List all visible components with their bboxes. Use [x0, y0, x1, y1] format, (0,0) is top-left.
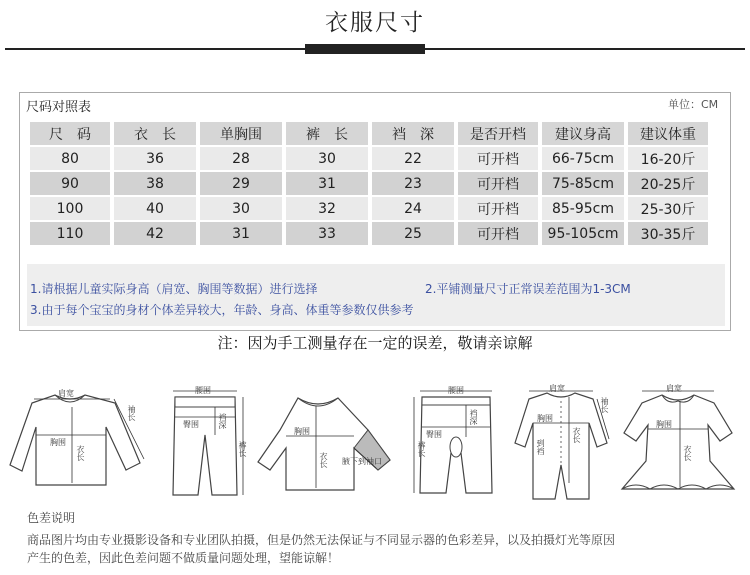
- page-title: 衣服尺寸: [325, 10, 425, 36]
- column-header: 裤 长: [286, 122, 368, 145]
- table-cell: 36: [114, 147, 196, 170]
- length-label: 裤长: [417, 441, 426, 457]
- table-cell: 25-30斤: [628, 197, 708, 220]
- table-cell: 42: [114, 222, 196, 245]
- length-label: 裤长: [238, 441, 247, 457]
- shoulder-label: 肩宽: [666, 384, 682, 393]
- armpit-label: 腋下到袖口: [342, 457, 382, 466]
- note-2: 2.平铺测量尺寸正常误差范围为1-3CM: [425, 282, 631, 296]
- dress-diagram: [622, 385, 742, 495]
- shoulder-label: 肩宽: [58, 389, 74, 398]
- chest-label: 胸围: [294, 427, 310, 436]
- column-header: 单胸围: [200, 122, 282, 145]
- table-cell: 22: [372, 147, 454, 170]
- note-1: 1.请根据儿童实际身高（肩宽、胸围等数据）进行选择: [30, 282, 318, 296]
- table-cell: 16-20斤: [628, 147, 708, 170]
- table-cell: 38: [114, 172, 196, 195]
- column-header: 建议体重: [628, 122, 708, 145]
- table-row: [30, 222, 708, 245]
- table-cell: 可开档: [458, 147, 538, 170]
- dress-outline-icon: [622, 385, 742, 495]
- table-row: [30, 147, 708, 170]
- table-cell: 100: [30, 197, 110, 220]
- column-header: 建议身高: [542, 122, 624, 145]
- table-cell: 30-35斤: [628, 222, 708, 245]
- measurement-disclaimer: 注：因为手工测量存在一定的误差，敬请亲谅解: [217, 334, 533, 352]
- table-cell: 20-25斤: [628, 172, 708, 195]
- table-cell: 85-95cm: [542, 197, 624, 220]
- table-cell: 可开档: [458, 197, 538, 220]
- table-cell: 可开档: [458, 172, 538, 195]
- note-3: 3.由于每个宝宝的身材个体差异较大，年龄、身高、体重等参数仅供参考: [30, 303, 414, 317]
- length-label: 衣长: [76, 445, 85, 461]
- table-cell: 可开档: [458, 222, 538, 245]
- size-table: [26, 120, 712, 247]
- color-note-title: 色差说明: [27, 511, 76, 525]
- length-label: 衣长: [319, 452, 328, 468]
- crotch-label: 到裆: [536, 439, 545, 455]
- table-cell: 31: [200, 222, 282, 245]
- table-cell: 40: [114, 197, 196, 220]
- waist-label: 腰围: [195, 386, 211, 395]
- hip-label: 臀围: [183, 420, 199, 429]
- title-divider-accent: [305, 44, 425, 54]
- color-note-line-2: 产生的色差，因此色差问题不做质量问题处理，望能谅解！: [27, 551, 340, 565]
- table-cell: 28: [200, 147, 282, 170]
- table-cell: 31: [286, 172, 368, 195]
- column-header: 裆 深: [372, 122, 454, 145]
- length-label: 衣长: [683, 445, 692, 461]
- romper-diagram: [515, 383, 615, 503]
- table-cell: 75-85cm: [542, 172, 624, 195]
- raglan-shirt-outline-icon: [258, 390, 398, 495]
- rise-label: 裆深: [469, 409, 478, 425]
- sleeve-label: 袖长: [127, 405, 136, 421]
- table-cell: 23: [372, 172, 454, 195]
- table-cell: 30: [200, 197, 282, 220]
- raglan-diagram: [258, 390, 398, 495]
- table-row: [30, 197, 708, 220]
- chest-label: 胸围: [537, 414, 553, 423]
- column-header: 是否开档: [458, 122, 538, 145]
- table-header-row: [30, 122, 708, 145]
- table-cell: 24: [372, 197, 454, 220]
- waist-label: 腰围: [448, 386, 464, 395]
- chest-label: 胸围: [50, 438, 66, 447]
- table-cell: 90: [30, 172, 110, 195]
- table-cell: 29: [200, 172, 282, 195]
- shoulder-label: 肩宽: [549, 384, 565, 393]
- shirt-diagram: [10, 385, 150, 490]
- pants-open-crotch-diagram: [408, 385, 498, 500]
- table-cell: 33: [286, 222, 368, 245]
- shirt-outline-icon: [10, 385, 150, 490]
- table-cell: 32: [286, 197, 368, 220]
- hip-label: 臀围: [426, 430, 442, 439]
- table-cell: 30: [286, 147, 368, 170]
- column-header: 尺 码: [30, 122, 110, 145]
- length-label: 衣长: [572, 427, 581, 443]
- table-row: [30, 172, 708, 195]
- chest-label: 胸围: [656, 420, 672, 429]
- table-cell: 95-105cm: [542, 222, 624, 245]
- size-chart-unit: 单位：CM: [668, 98, 719, 111]
- color-note-line-1: 商品图片均由专业摄影设备和专业团队拍摄，但是仍然无法保证与不同显示器的色彩差异，以及拍摄灯光等原因: [27, 533, 616, 547]
- pants-diagram: [165, 385, 250, 500]
- column-header: 衣 长: [114, 122, 196, 145]
- table-cell: 110: [30, 222, 110, 245]
- size-chart-title: 尺码对照表: [26, 100, 92, 115]
- table-cell: 66-75cm: [542, 147, 624, 170]
- rise-label: 裆深: [218, 413, 227, 429]
- table-cell: 80: [30, 147, 110, 170]
- table-cell: 25: [372, 222, 454, 245]
- sleeve-label: 袖长: [600, 397, 609, 413]
